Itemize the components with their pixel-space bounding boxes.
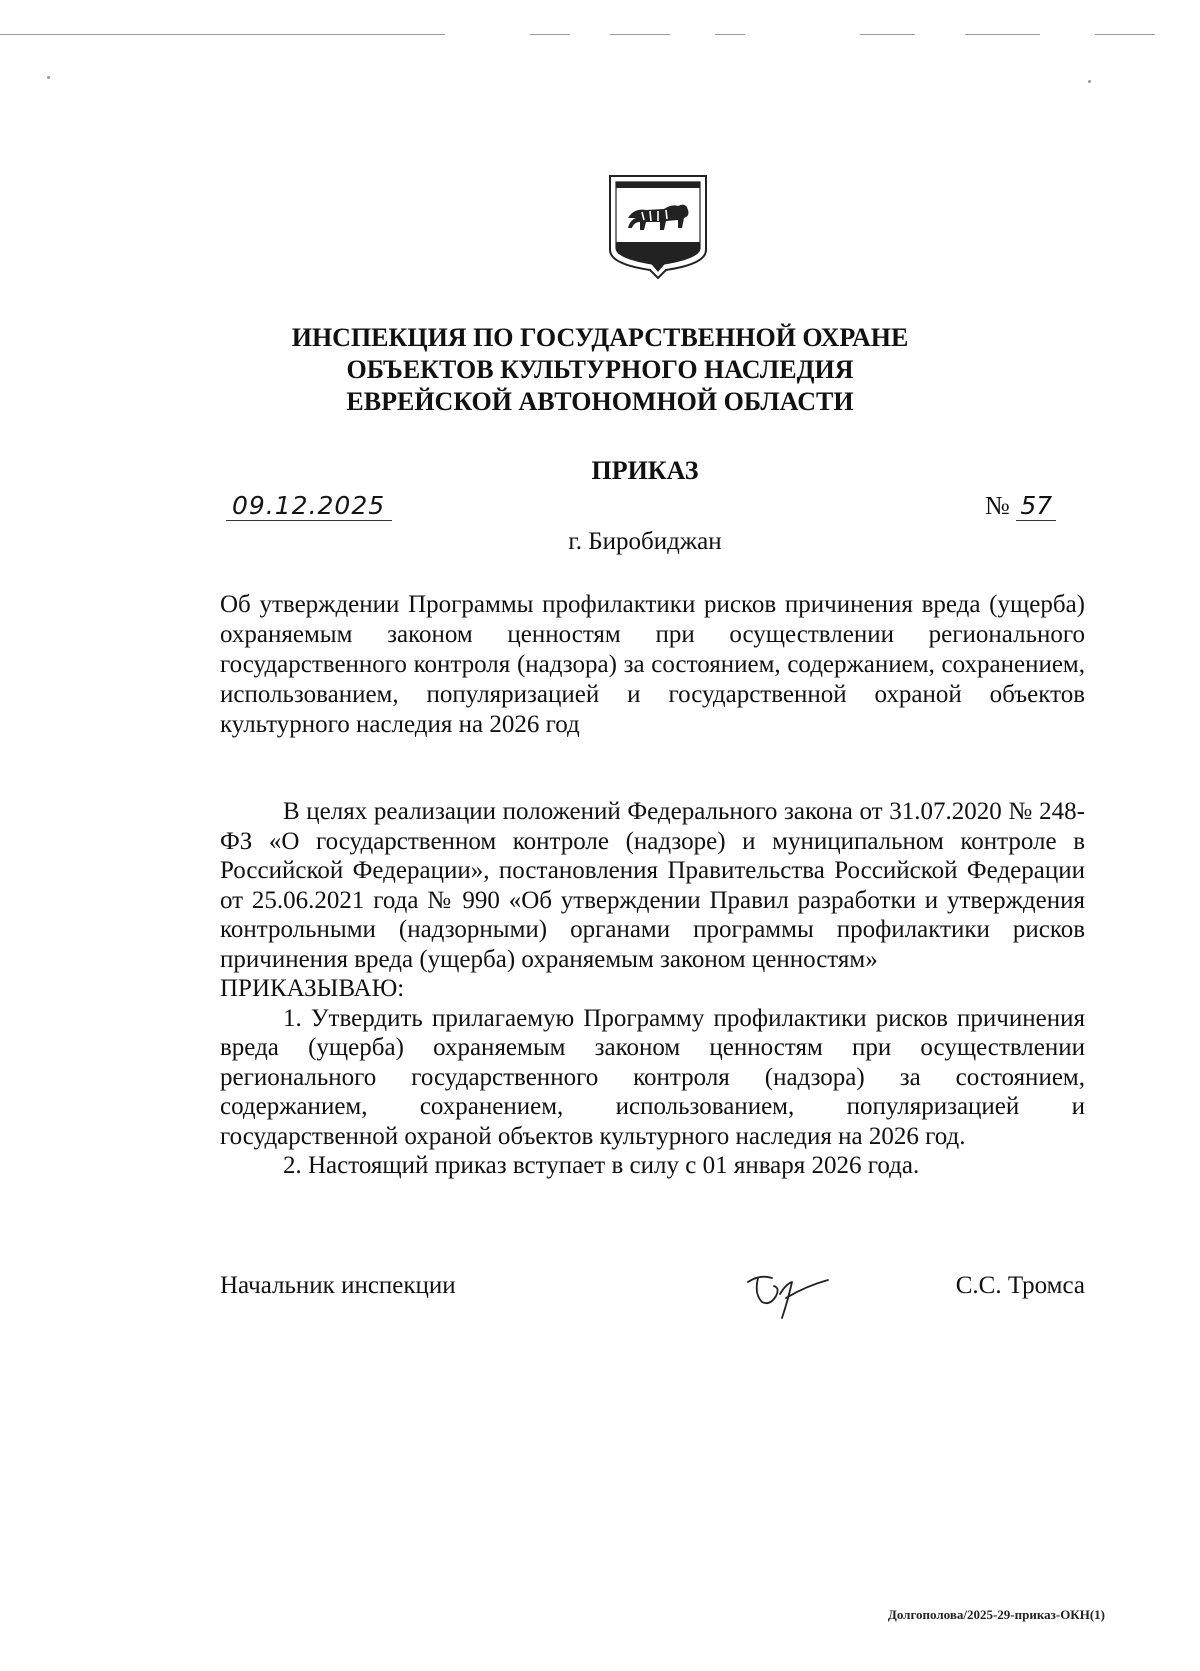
document-reference: Долгополова/2025-29-приказ-ОКН(1) bbox=[887, 1607, 1105, 1622]
header-line-1: ИНСПЕКЦИЯ ПО ГОСУДАРСТВЕННОЙ ОХРАНЕ bbox=[291, 323, 909, 352]
order-subject: Об утверждении Программы профилактики рисков причинения вреда (ущерба) охраняемым законом ценностям при осуществлении регионального государственного контроля (надзора) за состоянием, содержанием, сохранением, использованием, популяризацией и государственной охраной объектов культурного наследия на 2026 год bbox=[220, 591, 1085, 738]
order-city: г. Биробиджан bbox=[568, 528, 722, 555]
scan-artifact-line bbox=[530, 34, 570, 35]
scan-artifact-line bbox=[1095, 34, 1155, 35]
organization-header bbox=[230, 322, 970, 418]
signature-block bbox=[220, 1264, 1085, 1324]
order-number bbox=[985, 492, 1056, 521]
scan-artifact-line bbox=[715, 34, 745, 35]
order-number-value: 57 bbox=[1016, 492, 1056, 521]
scan-artifact-line bbox=[610, 34, 670, 35]
scan-speck bbox=[47, 76, 50, 79]
tiger-coat-of-arms-icon bbox=[606, 172, 710, 280]
order-number-label: № bbox=[985, 491, 1010, 520]
handwritten-signature-icon bbox=[740, 1264, 830, 1324]
scan-artifact-line bbox=[0, 34, 445, 35]
scan-speck bbox=[1088, 80, 1091, 83]
order-date-handwritten: 09.12.2025 bbox=[226, 492, 392, 521]
header-line-2: ОБЪЕКТОВ КУЛЬТУРНОГО НАСЛЕДИЯ bbox=[346, 355, 854, 384]
scan-artifact-line bbox=[860, 34, 915, 35]
signatory-position: Начальник инспекции bbox=[220, 1272, 456, 1299]
order-item-2: 2. Настоящий приказ вступает в силу с 01 января 2026 года. bbox=[283, 1152, 920, 1179]
header-line-3: ЕВРЕЙСКОЙ АВТОНОМНОЙ ОБЛАСТИ bbox=[346, 387, 854, 416]
scan-artifact-line bbox=[965, 34, 1040, 35]
order-title: ПРИКАЗ bbox=[591, 456, 699, 485]
signatory-name: С.С. Тромса bbox=[955, 1272, 1085, 1299]
preamble-paragraph: В целях реализации положений Федерального закона от 31.07.2020 № 248-ФЗ «О государственном контроле (надзоре) и муниципальном контроле в Российской Федерации», постановления Правительства Российской Федерации от 25.06.2021 года № 990 «Об утверждении Правил разработки и утверждения контрольными (надзорными) органами программы профилактики рисков причинения вреда (ущерба) охраняемым законом ценностям» bbox=[220, 798, 1085, 973]
order-directive-word: ПРИКАЗЫВАЮ: bbox=[220, 975, 405, 1002]
order-item-1: 1. Утвердить прилагаемую Программу профилактики рисков причинения вреда (ущерба) охраняемым законом ценностям при осуществлении регионального государственного контроля (надзора) за состоянием, содержанием, сохранением, использованием, популяризацией и государственной охраной объектов культурного наследия на 2026 год. bbox=[220, 1004, 1085, 1150]
order-body bbox=[220, 797, 1085, 1181]
